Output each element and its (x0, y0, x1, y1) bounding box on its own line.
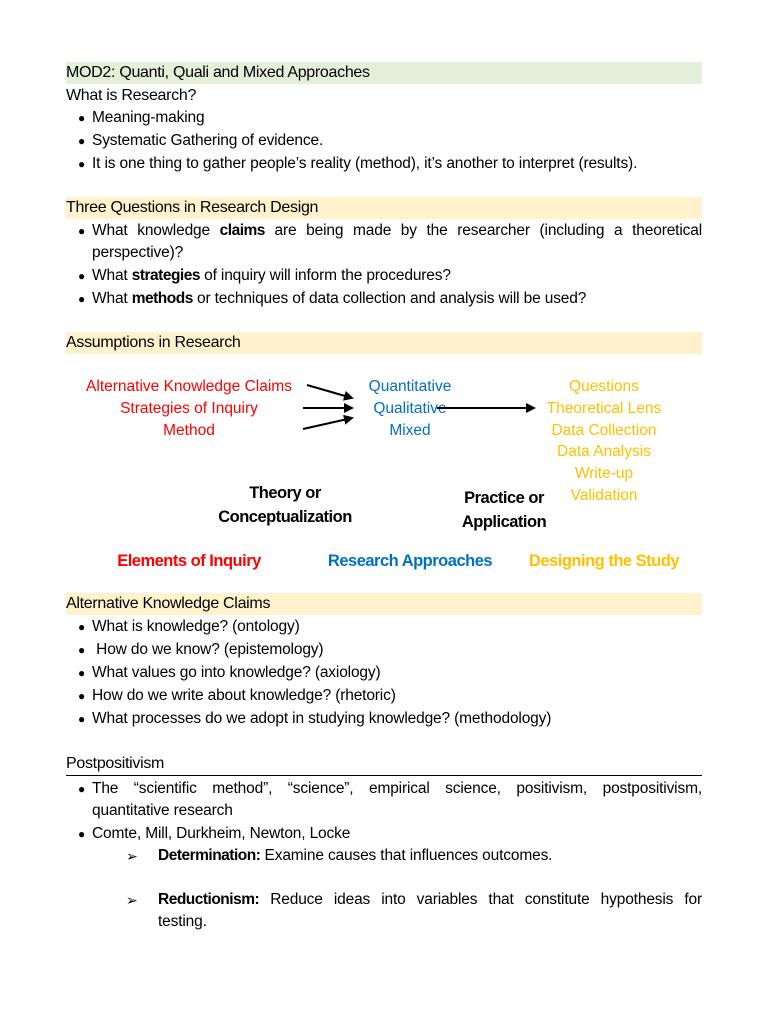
bullet-icon: ● (78, 782, 86, 796)
sub-item-continuation: testing. (158, 913, 207, 930)
section-heading-postpositivism: Postpositivism (66, 755, 165, 772)
arrow-bullet-icon: ➢ (126, 848, 138, 864)
design-item: Write-up (574, 465, 634, 483)
list-item-continuation: quantitative research (92, 802, 233, 819)
arrow-bullet-icon: ➢ (126, 892, 138, 908)
design-item: Data Analysis (557, 443, 651, 461)
section-heading-what-is-research: What is Research? (66, 87, 197, 104)
arrow-elements-to-approaches-3 (303, 418, 352, 429)
design-item: Questions (569, 378, 639, 395)
element-item: Strategies of Inquiry (120, 399, 258, 417)
arrow-elements-to-approaches-1 (307, 385, 352, 398)
approach-item: Quantitative (368, 378, 452, 395)
document-page: MOD2: Quanti, Quali and Mixed Approaches What is Research? ● Meaning-making ● Systematic Gathering of evidence. ● It is one thing to gather people’s reality (method), it’s another to interpret (results). Three Questions in Research Design ● What knowledge claims are being made by the researcher (including a theoretical perspective)? ● What strategies of inquiry will inform the procedures? ● What methods or techniques of data collection and analysis will be used? Assumptions in Research Alternative Knowledge Claims Strategies of Inquiry Method Quantitative Qualitative Mixed Questions Theoretical Lens Data Collection Data Analysis Write-up Validation Theory or Conceptualization Practice or Application Elements of Inquiry Research Approaches Designing the Study Alternative Knowledge Claims ● What is knowledge? (ontology) ● How do we know? (epistemology) ● What values go into knowledge? (axiology) ● How do we write about knowledge? (rhetoric) ● What processes do we adopt in studying knowledge? (methodology) Postpositivism ● The “scientific method”, “science”, empirical science, positivism, postpositivism, quantitative research ● Comte, Mill, Durkheim, Newton, Locke ➢ Determination: Examine causes that influences outcomes. ➢ Reductionism: Reduce ideas into variables that constitute hypothesis for testing. (0, 0, 768, 1024)
list-item-continuation: perspective)? (92, 244, 184, 261)
design-item: Validation (570, 486, 638, 504)
footer-research-approaches: Research Approaches (327, 552, 493, 570)
element-item: Alternative Knowledge Claims (86, 378, 292, 395)
approach-item: Mixed (389, 421, 431, 439)
design-item: Data Collection (551, 421, 657, 439)
section-heading-three-questions: Three Questions in Research Design (66, 199, 319, 216)
section-heading-alt-claims: Alternative Knowledge Claims (66, 595, 271, 612)
bullet-icon: ● (78, 224, 86, 238)
page-title: MOD2: Quanti, Quali and Mixed Approaches (66, 64, 370, 81)
bullet-icon: ● (78, 620, 86, 634)
bullet-icon: ● (78, 111, 86, 125)
bullet-icon: ● (78, 643, 86, 657)
bullet-icon: ● (78, 157, 86, 171)
practice-label: Practice or Application (461, 489, 547, 531)
bullet-icon: ● (78, 666, 86, 680)
theory-label: Theory or Conceptualization (218, 484, 352, 526)
bullet-icon: ● (78, 292, 86, 306)
bullet-icon: ● (78, 827, 86, 841)
bullet-icon: ● (78, 134, 86, 148)
bullet-icon: ● (78, 712, 86, 726)
footer-elements-of-inquiry: Elements of Inquiry (117, 552, 261, 570)
bullet-icon: ● (78, 269, 86, 283)
approach-item: Qualitative (373, 399, 447, 417)
footer-designing-the-study: Designing the Study (528, 552, 679, 570)
section-divider (66, 775, 702, 776)
design-item: Theoretical Lens (546, 399, 662, 417)
element-item: Method (163, 421, 215, 439)
bullet-icon: ● (78, 689, 86, 703)
section-heading-assumptions: Assumptions in Research (66, 334, 241, 351)
